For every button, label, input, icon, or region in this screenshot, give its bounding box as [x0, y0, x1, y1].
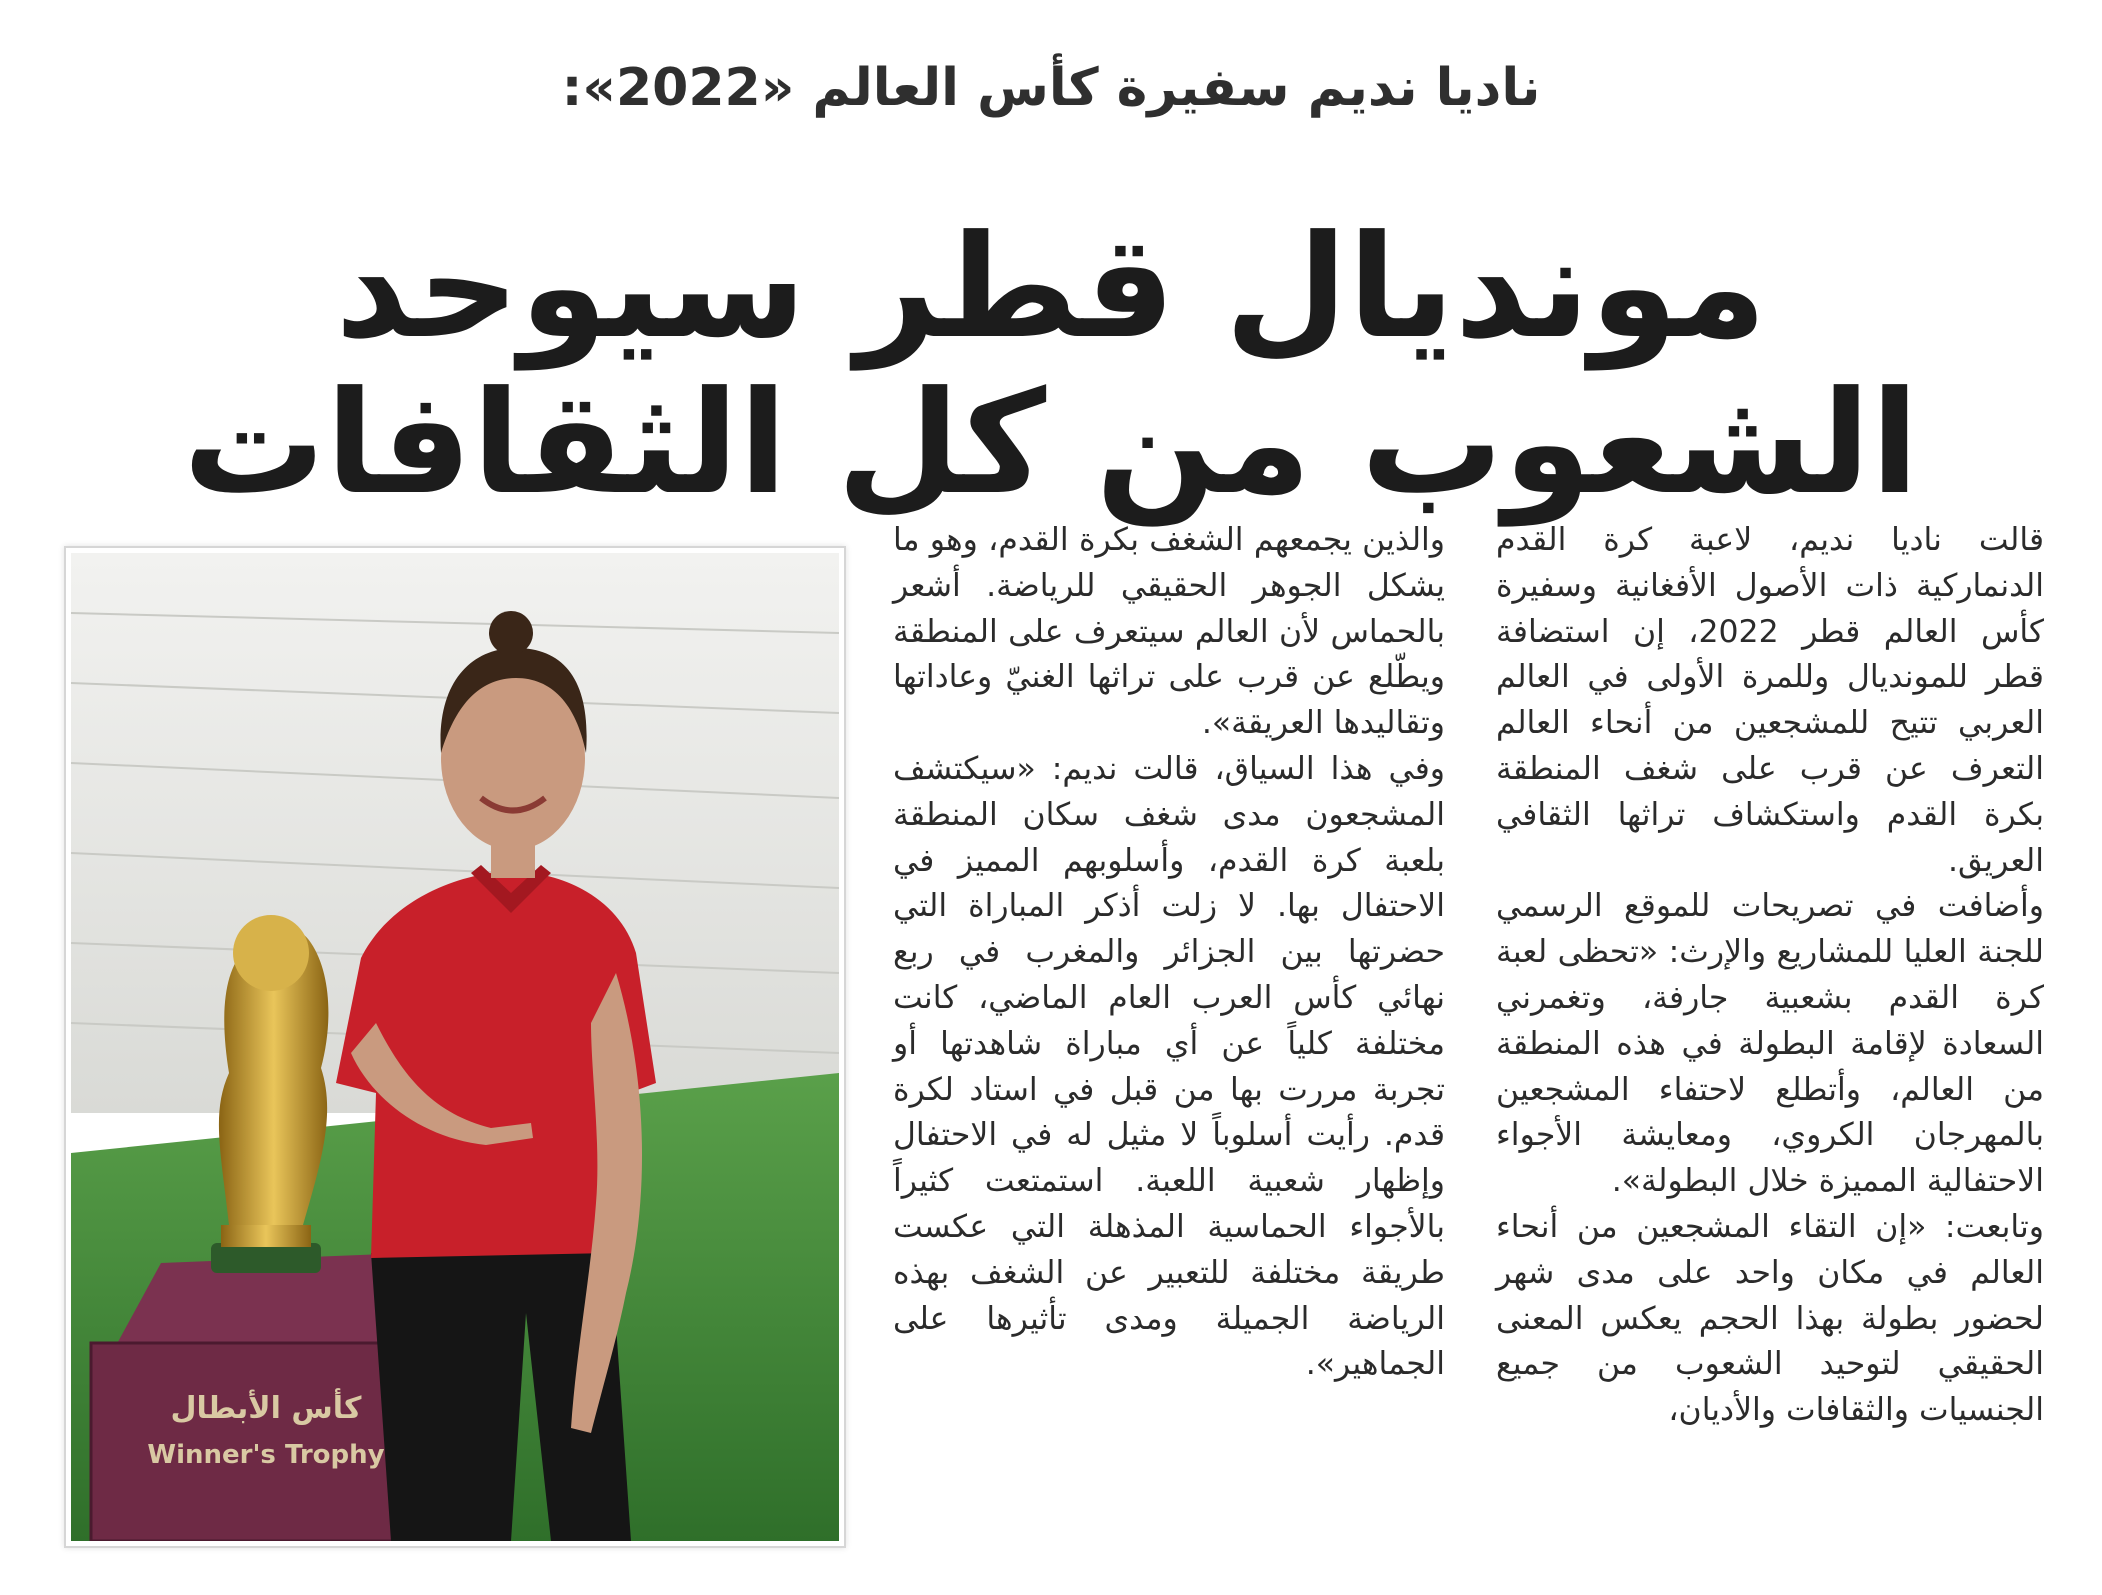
pedestal-arabic-label: كأس الأبطال [170, 1391, 362, 1426]
article-photo [64, 546, 846, 1548]
pedestal-english-label: Winner's Trophy [147, 1440, 385, 1470]
paragraph: وتابعت: «إن التقاء المشجعين من أنحاء العالم في مكان واحد على مدى شهر لحضور بطولة بهذا الحجم يعكس المعنى الحقيقي لتوحيد الشعوب من جميع الجنسيات والثقافات والأديان، [1496, 1208, 2044, 1429]
article-column-left [893, 518, 1445, 1388]
paragraph: وفي هذا السياق، قالت نديم: «سيكتشف المشجعون مدى شغف سكان المنطقة بلعبة كرة القدم، وأسلوبهم المميز في الاحتفال بها. لا زلت أذكر المباراة التي حضرتها بين الجزائر والمغرب في ربع نهائي كأس العرب العام الماضي، كانت مختلفة كلياً عن أي مباراة شاهدتها أو تجربة مررت بها من قبل في استاد لكرة قدم. رأيت أسلوباً لا مثيل له في الاحتفال وإظهار شعبية اللعبة. استمتعت كثيراً بالأجواء الحماسية المذهلة التي عكست طريقة مختلفة للتعبير عن الشغف بهذه الرياضة الجميلة ومدى تأثيرها على الجماهير». [893, 750, 1445, 1383]
paragraph: والذين يجمعهم الشغف بكرة القدم، وهو ما يشكل الجوهر الحقيقي للرياضة. أشعر بالحماس لأن العالم سيتعرف على المنطقة ويطّلع عن قرب على تراثها الغنيّ وعاداتها وتقاليدها العريقة». [893, 522, 1445, 742]
article-column-right [1496, 518, 2044, 1434]
article-headline: مونديال قطر سيوحد الشعوب من كل الثقافات [182, 205, 1920, 527]
photo-illustration [71, 553, 839, 1541]
paragraph: قالت ناديا نديم، لاعبة كرة القدم الدنماركية ذات الأصول الأفغانية وسفيرة كأس العالم قطر 2022، إن استضافة قطر للمونديال وللمرة الأولى في العالم العربي تتيح للمشجعين من أنحاء العالم التعرف عن قرب على شغف المنطقة بكرة القدم واستكشاف تراثها الثقافي العريق. [1496, 522, 2044, 879]
paragraph: وأضافت في تصريحات للموقع الرسمي للجنة العليا للمشاريع والإرث: «تحظى لعبة كرة القدم بشعبية جارفة، وتغمرني السعادة لإقامة البطولة في هذه المنطقة من العالم، وأتطلع لاحتفاء المشجعين بالمهرجان الكروي، ومعايشة الأجواء الاحتفالية المميزة خلال البطولة». [1496, 888, 2044, 1200]
article-kicker: ناديا نديم سفيرة كأس العالم «2022»: [561, 58, 1541, 118]
